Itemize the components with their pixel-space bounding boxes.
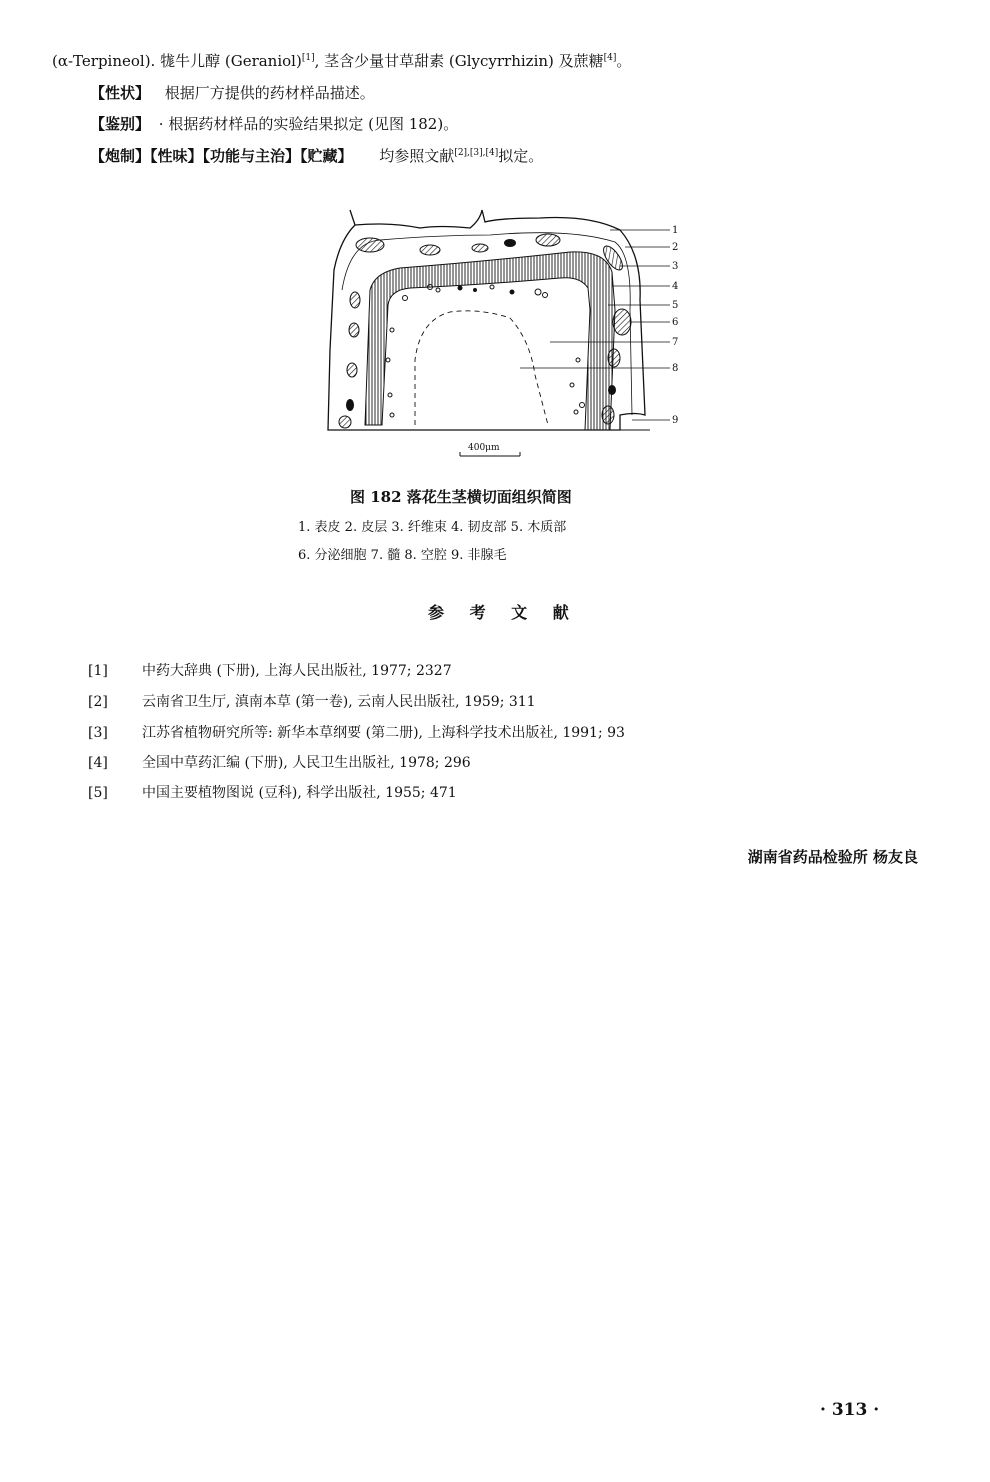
- scale-label: 400μm: [468, 443, 500, 453]
- citation-4: [4]: [603, 53, 617, 63]
- reference-number: [2]: [88, 694, 108, 710]
- line4-tail: 拟定。: [498, 147, 544, 165]
- author-affiliation: 湖南省药品检验所 杨友良: [747, 848, 918, 866]
- label-1: 1: [672, 225, 679, 236]
- figure-legend-line-2: 6. 分泌细胞 7. 髓 8. 空腔 9. 非腺毛: [298, 548, 507, 563]
- reference-text: 中国主要植物图说 (豆科), 科学出版社, 1955; 471: [142, 785, 457, 801]
- line4-text: 均参照文献: [379, 147, 455, 165]
- label-9: 9: [672, 415, 679, 426]
- label-5: 5: [672, 300, 679, 311]
- reference-item: [88, 782, 457, 802]
- line3-text: · 根据药材样品的实验结果拟定 (见图 182)。: [158, 115, 459, 133]
- reference-item: [88, 752, 471, 772]
- label-2: 2: [672, 242, 679, 253]
- line1-part2: , 茎含少量甘草甜素 (Glycyrrhizin) 及蔗糖: [314, 52, 604, 70]
- label-3: 3: [672, 261, 679, 272]
- section-tags-group: 【炮制】【性味】【功能与主治】【贮藏】: [90, 147, 353, 165]
- label-6: 6: [672, 317, 679, 328]
- reference-text: 中药大辞典 (下册), 上海人民出版社, 1977; 2327: [142, 663, 452, 679]
- figure-legend-line-1: 1. 表皮 2. 皮层 3. 纤维束 4. 韧皮部 5. 木质部: [298, 520, 567, 535]
- reference-number: [1]: [88, 663, 108, 679]
- reference-number: [4]: [88, 755, 108, 771]
- stem-cross-section-figure: [320, 200, 690, 480]
- line1-part3: 。: [616, 52, 632, 70]
- body-line-3: [90, 113, 458, 134]
- reference-text: 全国中草药汇编 (下册), 人民卫生出版社, 1978; 296: [142, 755, 471, 771]
- label-4: 4: [672, 281, 679, 292]
- citation-2-3-4: [2],[3],[4]: [454, 148, 499, 158]
- reference-item: [88, 722, 625, 742]
- page-number: · 313 ·: [820, 1400, 880, 1420]
- reference-number: [5]: [88, 785, 108, 801]
- reference-number: [3]: [88, 725, 108, 741]
- body-line-4: [90, 145, 543, 166]
- line1-part1: (α-Terpineol). 牻牛儿醇 (Geraniol): [52, 52, 302, 70]
- body-line-2: [90, 82, 375, 103]
- vascular-band: [365, 252, 615, 430]
- reference-text: 江苏省植物研究所等: 新华本草纲要 (第二册), 上海科学技术出版社, 1991; 93: [142, 725, 625, 741]
- citation-1: [1]: [301, 53, 315, 63]
- section-tag-jianbie: 【鉴别】: [90, 115, 151, 133]
- fiber-bundle: [356, 238, 384, 252]
- references-title: 参 考 文 献: [428, 603, 579, 622]
- line2-text: 根据厂方提供的药材样品描述。: [164, 84, 375, 102]
- reference-item: [88, 660, 452, 680]
- label-7: 7: [672, 337, 679, 348]
- reference-item: [88, 691, 536, 711]
- section-tag-xingzhuang: 【性状】: [90, 84, 151, 102]
- reference-text: 云南省卫生厅, 滇南本草 (第一卷), 云南人民出版社, 1959; 311: [142, 694, 536, 710]
- body-line-1: [52, 50, 631, 71]
- label-8: 8: [672, 363, 679, 374]
- figure-caption: 图 182 落花生茎横切面组织简图: [350, 488, 572, 506]
